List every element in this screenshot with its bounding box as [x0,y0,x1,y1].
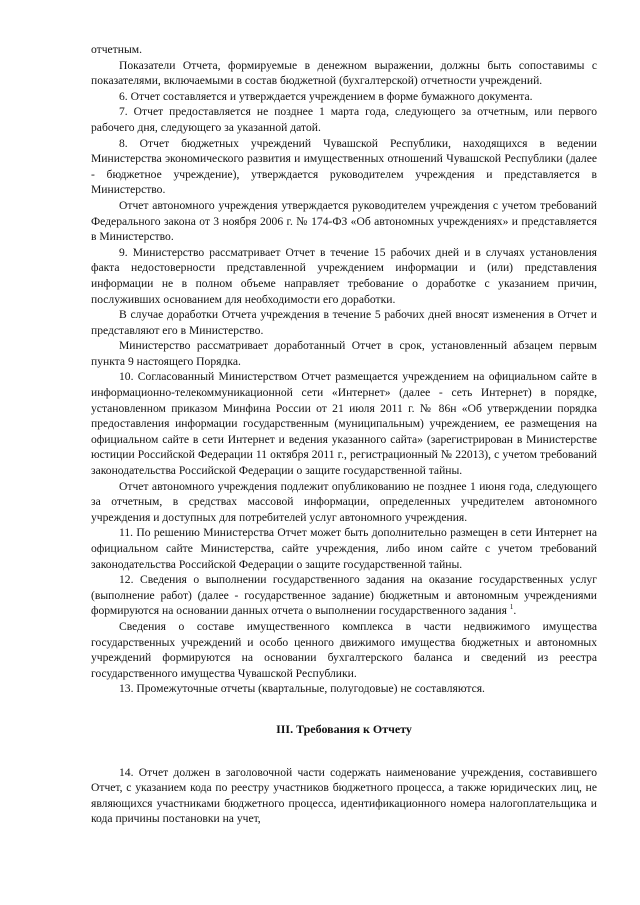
paragraph-item-6: 6. Отчет составляется и утверждается учреждением в форме бумажного документа. [119,89,533,103]
paragraph-revised-review: Министерство рассматривает доработанный Отчет в срок, установленный абзацем первым пункта 9 настоящего Порядка. [91,339,597,368]
paragraph-item-11: 11. По решению Министерства Отчет может быть дополнительно размещен в сети Интернет на официальном сайте Министерства, сайте учреждения, либо ином сайте с учетом требований законодательства Российской Федерации о защите государственной тайны. [91,526,597,571]
paragraph-autonomous-approval: Отчет автономного учреждения утверждается руководителем учреждения с учетом требований Федерального закона от 3 ноября 2006 г. № 174-ФЗ «Об автономных учреждениях» и представляется в Министерство. [91,198,597,244]
paragraph-item-13: 13. Промежуточные отчеты (квартальные, полугодовые) не составляются. [119,682,485,696]
paragraph-item-12-text: 12. Сведения о выполнении государственного задания на оказание государственных услуг (выполнение работ) (далее - государственное задание) бюджетным и автономным учреждениями формируются на основании данных отчета о выполнении государственного задания [91,573,597,618]
paragraph-item-10: 10. Согласованный Министерством Отчет размещается учреждением на официальном сайте в информационно-телекоммуникационной сети «Интернет» (далее - сеть Интернет) в порядке, установленном приказом Минфина России от 21 июля 2011 г. № 86н «Об утверждении порядка предоставления информации государственным (муниципальным) учреждением, ее размещения на официальном сайте в сети Интернет и ведения указанного сайта» (зарегистрирован в Министерстве юстиции Российской Федерации 11 октября 2011 г., регистрационный № 22013), с учетом требований законодательства Российской Федерации о защите государственной тайны. [91,370,597,478]
paragraph-item-8: 8. Отчет бюджетных учреждений Чувашской Республики, находящихся в ведении Министерства экономического развития и имущественных отношений Чувашской Республики (далее - бюджетное учреждение), утверждается руководителем учреждения и представляется в Министерство. [91,136,597,197]
paragraph-item-12-end: . [513,604,517,618]
paragraph-revision: В случае доработки Отчета учреждения в течение 5 рабочих дней вносят изменения в Отчет и представляют его в Министерство. [91,308,597,337]
paragraph-continuation: отчетным. [91,43,142,56]
section-heading: III. Требования к Отчету [276,721,412,736]
paragraph-indicators: Показатели Отчета, формируемые в денежном выражении, должны быть сопоставимы с показателями, включаемыми в состав бюджетной (бухгалтерской) отчетности учреждений. [91,58,597,88]
paragraph-item-14: 14. Отчет должен в заголовочной части содержать наименование учреждения, составившего Отчет, с указанием кода по реестру участников бюджетного процесса, а также юридических лиц, не являющихся участниками бюджетного процесса, идентификационного номера налогоплательщика и кода причины постановки на учет, [91,765,597,826]
paragraph-item-9: 9. Министерство рассматривает Отчет в течение 15 рабочих дней и в случаях установления факта недостоверности представленной учреждением информации и (или) представления информации не в полном объеме направляет требование о доработке с указанием причин, послуживших основанием для необходимости его доработки. [91,245,597,306]
paragraph-property-complex: Сведения о составе имущественного комплекса в части недвижимого имущества государственных учреждений и особо ценного движимого имущества бюджетных и автономных учреждений формируются на основании бухгалтерского баланса и сведений из реестра государственного имущества Чувашской Республики. [91,619,597,680]
paragraph-item-12 [91,572,597,619]
document-body [91,42,597,827]
paragraph-publication: Отчет автономного учреждения подлежит опубликованию не позднее 1 июня года, следующего за отчетным, в средствах массовой информации, определенных учредителем автономного учреждения и доступных для потребителей услуг автономного учреждения. [91,479,597,524]
paragraph-item-7: 7. Отчет предоставляется не позднее 1 марта года, следующего за отчетным, или первого рабочего дня, следующего за указанной датой. [91,105,597,134]
footnote-marker: 1 [509,603,514,612]
